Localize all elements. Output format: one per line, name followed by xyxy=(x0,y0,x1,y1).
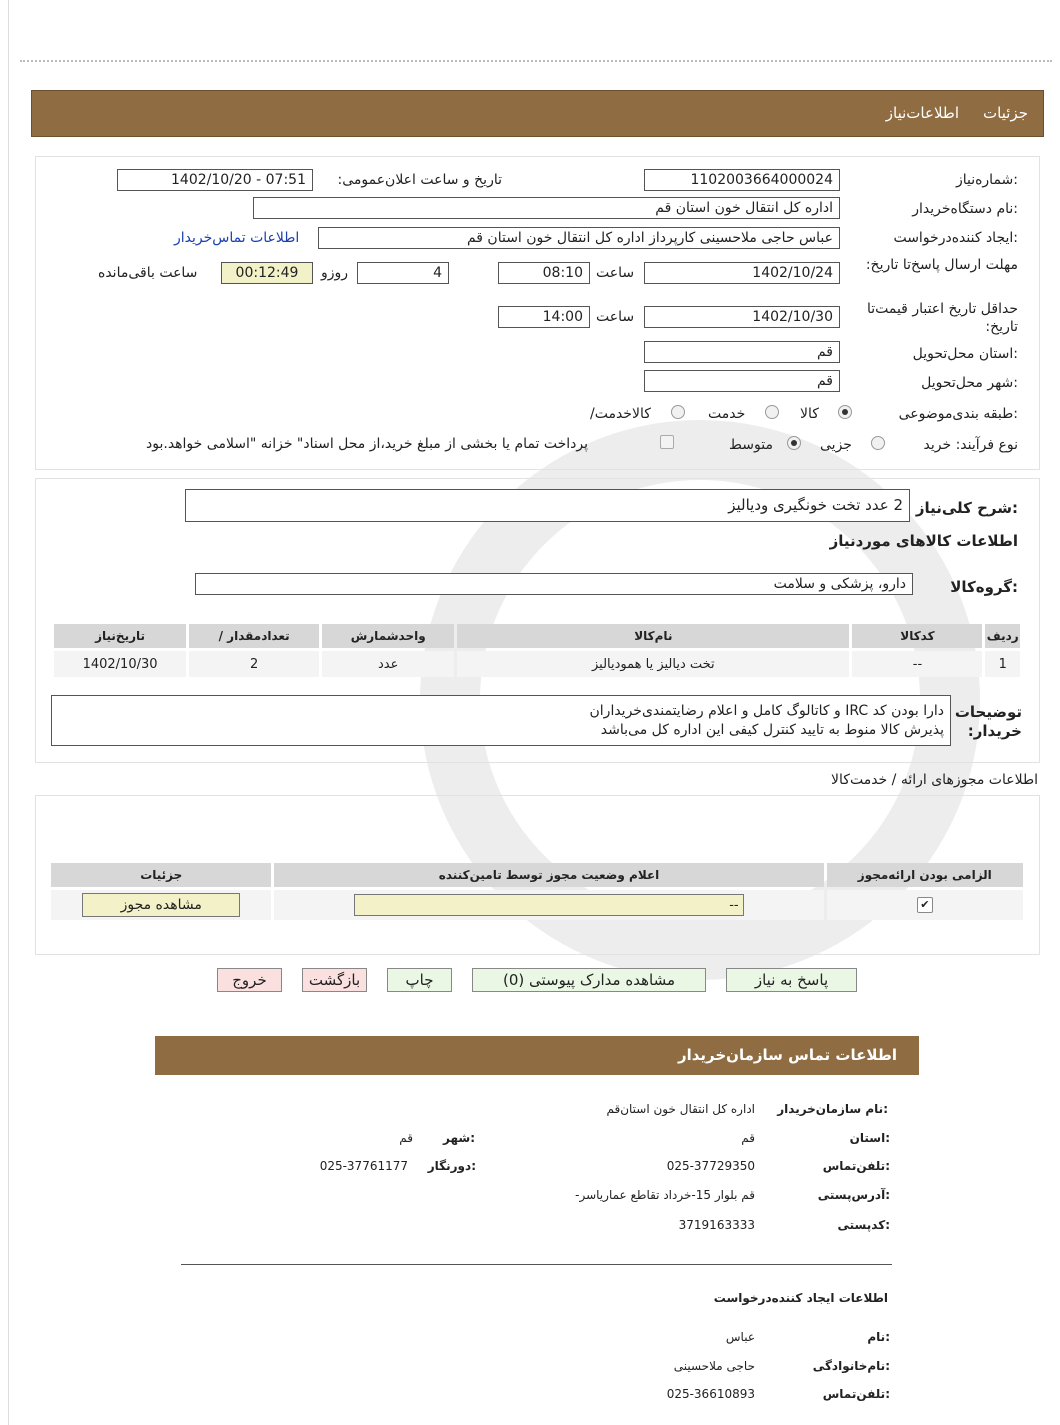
validity-date-field: 1402/10/30 xyxy=(644,306,840,328)
creator-phone-value: 025-36610893 xyxy=(666,1387,755,1401)
buyer-notes-line-1: دارا بودن کد IRC و کاتالوگ کامل و اعلام رضایتمندی‌خریداران xyxy=(589,703,944,719)
goods-table xyxy=(51,621,1023,680)
category-option-goods: کالا xyxy=(800,406,819,422)
fax-label: دورنگار: xyxy=(427,1159,476,1173)
goods-group-label: گروه‌کالا: xyxy=(950,578,1018,596)
contact-city-value: قم xyxy=(399,1131,413,1145)
cell-date: 1402/10/30 xyxy=(54,651,186,677)
days-label: روزو xyxy=(321,265,349,281)
left-border-line xyxy=(8,0,9,1425)
col-qty: تعدادمقدار / xyxy=(189,624,319,648)
buyer-notes-field xyxy=(51,695,951,746)
col-date: تاریخ‌نیاز xyxy=(54,624,186,648)
org-value: اداره کل انتقال خون استان‌قم xyxy=(606,1102,755,1116)
goods-info-title: اطلاعات کالاهای موردنیاز xyxy=(829,532,1018,550)
deadline-date-field: 1402/10/24 xyxy=(644,262,840,284)
top-dotted-divider xyxy=(20,60,1052,62)
tab-details[interactable]: جزئیات xyxy=(983,104,1028,122)
contact-title: اطلاعات تماس سازمان‌خریدار xyxy=(677,1046,897,1064)
cell-row: 1 xyxy=(985,651,1020,677)
creator-name-value: عباس xyxy=(725,1330,755,1344)
permit-status-field: -- xyxy=(354,894,744,916)
reply-button[interactable]: پاسخ به نیاز xyxy=(726,968,857,992)
creator-family-label: نام‌خانوادگی: xyxy=(812,1359,890,1373)
checkbox-checked-icon[interactable]: ✔ xyxy=(917,897,933,913)
view-permit-button[interactable]: مشاهده مجوز xyxy=(82,893,240,917)
buyer-label: نام دستگاه‌خریدار: xyxy=(912,201,1018,217)
contact-phone-label: تلفن‌تماس: xyxy=(822,1159,890,1173)
cell-qty: 2 xyxy=(189,651,319,677)
table-row xyxy=(54,651,1020,677)
permits-table xyxy=(48,860,1026,923)
org-label: نام سازمان‌خریدار: xyxy=(777,1102,888,1116)
validity-time-label: ساعت xyxy=(596,309,635,325)
creator-family-value: حاجی ملاحسینی xyxy=(673,1359,755,1373)
address-value: قم بلوار 15-خرداد تقاطع عمار‌یاسر- xyxy=(575,1188,755,1202)
province-label: استان محل‌تحویل: xyxy=(912,346,1018,362)
contact-bar xyxy=(155,1036,919,1075)
category-radio-both[interactable] xyxy=(671,405,685,419)
exit-button[interactable]: خروج xyxy=(217,968,282,992)
buyer-notes-label: توضیحات خریدار: xyxy=(954,703,1022,740)
permit-status-cell xyxy=(274,890,823,920)
remaining-time-field: 00:12:49 xyxy=(221,262,313,284)
category-radio-goods[interactable] xyxy=(838,405,852,419)
announce-field: 1402/10/20 - 07:51 xyxy=(117,169,313,191)
print-button[interactable]: چاپ xyxy=(387,968,452,992)
need-number-field: 1102003664000024 xyxy=(644,169,840,191)
cell-code: -- xyxy=(852,651,982,677)
fax-value: 025-37761177 xyxy=(319,1159,408,1173)
category-radio-service[interactable] xyxy=(765,405,779,419)
col-row: ردیف xyxy=(985,624,1020,648)
category-label: طبقه بندی‌موضوعی: xyxy=(898,406,1018,422)
cell-unit: عدد xyxy=(322,651,454,677)
city-field: قم xyxy=(644,370,840,392)
deadline-time-field: 08:10 xyxy=(498,262,590,284)
postal-value: 3719163333 xyxy=(678,1218,755,1232)
payment-checkbox[interactable] xyxy=(660,435,674,449)
deadline-label: مهلت ارسال پاسخ‌تا تاریخ: xyxy=(865,257,1018,273)
header-title: اطلاعات‌نیاز xyxy=(885,104,959,122)
back-button[interactable]: بازگشت xyxy=(302,968,367,992)
process-radio-minor[interactable] xyxy=(871,436,885,450)
attachments-button[interactable]: مشاهده مدارک پیوستی (0) xyxy=(472,968,706,992)
permit-details-cell xyxy=(51,890,271,920)
col-permit-status: اعلام وضعیت مجوز توسط تامین‌کننده xyxy=(274,863,823,887)
buyer-notes-line-2: پذیرش کالا منوط به تایید کنترل کیفی این اداره کل می‌باشد xyxy=(600,722,944,738)
deadline-time-label: ساعت xyxy=(596,265,635,281)
col-name: نام‌کالا xyxy=(457,624,849,648)
process-option-medium: متوسط xyxy=(729,437,773,453)
process-label: نوع فرآیند: خرید xyxy=(923,437,1018,453)
permits-table-header xyxy=(51,863,1023,887)
permit-required-cell xyxy=(827,890,1023,920)
header-bar xyxy=(31,90,1044,137)
days-field: 4 xyxy=(357,262,449,284)
remaining-label: ساعت باقی‌مانده xyxy=(98,265,198,281)
description-field: 2 عدد تخت خونگیری ودیالیز xyxy=(185,489,910,522)
city-label: شهر محل‌تحویل: xyxy=(921,375,1018,391)
province-field: قم xyxy=(644,341,840,363)
cell-name: تخت دیالیز یا همودیالیز xyxy=(457,651,849,677)
validity-time-field: 14:00 xyxy=(498,306,590,328)
col-permit-details: جزئیات xyxy=(51,863,271,887)
need-number-label: شماره‌نیاز: xyxy=(955,172,1018,188)
col-code: کدکالا xyxy=(852,624,982,648)
col-unit: واحدشمارش xyxy=(322,624,454,648)
payment-note: پرداخت تمام یا بخشی از مبلغ خرید،از محل اسناد" خزانه "اسلامی خواهد.بود xyxy=(146,436,589,452)
process-radio-medium[interactable] xyxy=(787,436,801,450)
goods-group-field: دارو، پزشکی و سلامت xyxy=(195,573,913,595)
creator-field: عباس حاجی ملاحسینی کارپرداز اداره کل انتقال خون استان قم xyxy=(318,227,840,249)
contact-buyer-link[interactable]: اطلاعات تماس‌خریدار xyxy=(174,230,300,246)
creator-name-label: نام: xyxy=(867,1330,890,1344)
announce-label: تاریخ و ساعت اعلان‌عمومی: xyxy=(337,172,502,188)
col-permit-required: الزامی بودن ارائه‌مجوز xyxy=(827,863,1023,887)
category-option-service: خدمت xyxy=(708,406,746,422)
contact-province-label: استان: xyxy=(849,1131,890,1145)
process-option-minor: جزیی xyxy=(820,437,852,453)
category-option-both: کالاخدمت/ xyxy=(590,406,651,422)
postal-label: کدپستی: xyxy=(837,1218,890,1232)
description-label: شرح کلی‌نیاز: xyxy=(915,499,1018,517)
contact-province-value: قم xyxy=(741,1131,755,1145)
validity-label: حداقل تاریخ اعتبار قیمت‌تا تاریخ: xyxy=(866,301,1018,335)
contact-phone-value: 025-37729350 xyxy=(666,1159,755,1173)
goods-table-header xyxy=(54,624,1020,648)
contact-divider xyxy=(181,1264,892,1265)
address-label: آدرس‌پستی: xyxy=(817,1188,890,1202)
buyer-field: اداره کل انتقال خون استان قم xyxy=(253,197,840,219)
contact-city-label: شهر: xyxy=(443,1131,475,1145)
table-row xyxy=(51,890,1023,920)
creator-phone-label: تلفن‌تماس: xyxy=(822,1387,890,1401)
creator-label: ایجاد کننده‌درخواست: xyxy=(893,230,1018,246)
permits-title: اطلاعات مجوزهای ارائه / خدمت‌کالا xyxy=(831,772,1038,788)
creator-info-title: اطلاعات ایجاد کننده‌درخواست xyxy=(713,1291,888,1305)
